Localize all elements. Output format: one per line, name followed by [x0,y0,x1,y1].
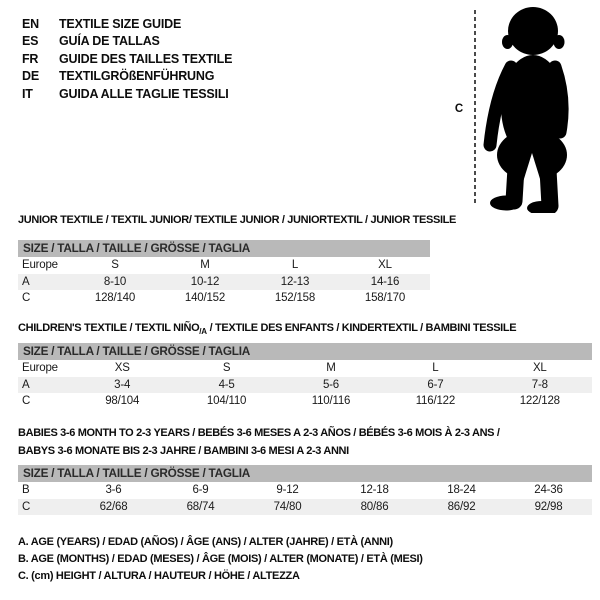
height-cell: 116/122 [415,395,456,407]
height-cell: 62/68 [99,500,128,513]
height-cell: 98/104 [105,395,140,407]
size-cell: L [291,259,299,271]
size-cell: XL [532,362,547,374]
table-row-height [18,393,592,410]
note-age-months: B. AGE (MONTHS) / EDAD (MESES) / ÂGE (MOIS) / ALTER (MONATE) / ETÀ (MESI) [18,553,423,566]
language-title-list [22,15,232,103]
age-cell: 7-8 [531,378,548,391]
age-cell: 8-10 [103,275,127,288]
size-cell: M [326,362,336,374]
language-code: IT [22,86,33,101]
age-cell: 6-7 [427,378,444,391]
language-title: TEXTILGRÖßENFÜHRUNG [59,69,215,84]
table-row-age [18,377,592,394]
table-header-bar: SIZE / TALLA / TAILLE / GRÖSSE / TAGLIA [18,465,592,482]
language-row [22,15,232,33]
table-row-months [18,482,592,499]
height-cell: 92/98 [534,500,563,513]
height-cell: 104/110 [206,395,247,407]
size-cell: XL [378,259,392,271]
language-row [22,85,232,103]
height-cell: 80/86 [360,500,389,513]
age-cell: 4-5 [218,378,235,391]
height-cell: 128/140 [94,292,136,304]
height-cell: 86/92 [447,500,476,513]
row-label: C [22,292,31,304]
row-label: C [22,395,31,407]
row-label: Europe [22,259,58,271]
table-row-height [18,290,430,307]
age-cell: 14-16 [370,275,400,288]
row-label: A [22,275,30,288]
note-age-years: A. AGE (YEARS) / EDAD (AÑOS) / ÂGE (ANS) / ALTER (JAHRE) / ETÀ (ANNI) [18,536,393,548]
months-cell: 18-24 [447,484,476,496]
table-header-bar: SIZE / TALLA / TAILLE / GRÖSSE / TAGLIA [18,240,430,257]
height-measure-dashed-line [474,10,476,206]
section-title-babies [18,424,500,460]
months-cell: 6-9 [192,484,209,496]
language-row [22,33,232,51]
language-title: GUIDE DES TAILLES TEXTILE [59,51,233,66]
legend-notes [18,534,423,586]
height-cell: 122/128 [519,395,560,407]
months-cell: 24-36 [534,484,563,496]
children-size-table [18,343,592,410]
babies-size-table [18,465,592,515]
language-row [22,68,232,86]
row-label: A [22,378,30,391]
height-cell: 110/116 [311,395,351,407]
section-title-text: CHILDREN'S TEXTILE / TEXTIL NIÑO [18,322,200,334]
table-row-height [18,499,592,516]
toddler-silhouette-icon [480,5,580,213]
months-cell: 9-12 [276,484,299,496]
note-height-cm: C. (cm) HEIGHT / ALTURA / HAUTEUR / HÖHE / ALTEZZA [18,570,300,583]
age-cell: 5-6 [322,378,339,391]
language-title: GUÍA DE TALLAS [59,34,160,49]
language-title: GUIDA ALLE TAGLIE TESSILI [59,86,229,101]
height-cell: 158/170 [364,292,406,304]
table-row-europe [18,257,430,274]
size-cell: L [432,362,439,374]
height-cell: 68/74 [186,500,215,513]
table-header-bar: SIZE / TALLA / TAILLE / GRÖSSE / TAGLIA [18,343,592,360]
size-cell: M [200,259,210,271]
size-cell: XS [114,362,130,374]
junior-size-table [18,240,430,307]
months-cell: 3-6 [105,484,122,496]
age-cell: 12-13 [280,275,310,288]
language-code: ES [22,34,39,49]
section-title-line: BABYS 3-6 MONATE BIS 2-3 JAHRE / BAMBINI 3-6 MESI A 2-3 ANNI [18,445,349,457]
row-label: Europe [22,362,58,374]
table-row-europe [18,360,592,377]
height-cell: 140/152 [184,292,226,304]
section-title-sub: /A [199,327,207,337]
row-label: C [22,500,31,513]
row-label: B [22,484,30,496]
height-cell: 152/158 [274,292,316,304]
height-cell: 74/80 [273,500,302,513]
section-title-junior [18,211,456,233]
language-title: TEXTILE SIZE GUIDE [59,16,182,31]
size-cell: S [111,259,119,271]
size-cell: S [222,362,231,374]
section-title-text: / TEXTILE DES ENFANTS / KINDERTEXTIL / BAMBINI TESSILE [206,322,517,334]
height-measure-label: C [454,103,464,115]
section-title-line: BABIES 3-6 MONTH TO 2-3 YEARS / BEBÉS 3-6 MESES A 2-3 AÑOS / BÉBÉS 3-6 MOIS À 2-3 ANS / [18,427,500,439]
language-code: FR [22,51,39,66]
section-title-children [18,319,516,341]
language-code: DE [22,69,39,84]
language-row [22,50,232,68]
section-title-text: JUNIOR TEXTILE / TEXTIL JUNIOR/ TEXTILE JUNIOR / JUNIORTEXTIL / JUNIOR TESSILE [18,214,457,226]
age-cell: 3-4 [114,378,131,391]
table-row-age [18,274,430,291]
age-cell: 10-12 [190,275,220,288]
months-cell: 12-18 [360,484,389,496]
language-code: EN [22,16,39,31]
